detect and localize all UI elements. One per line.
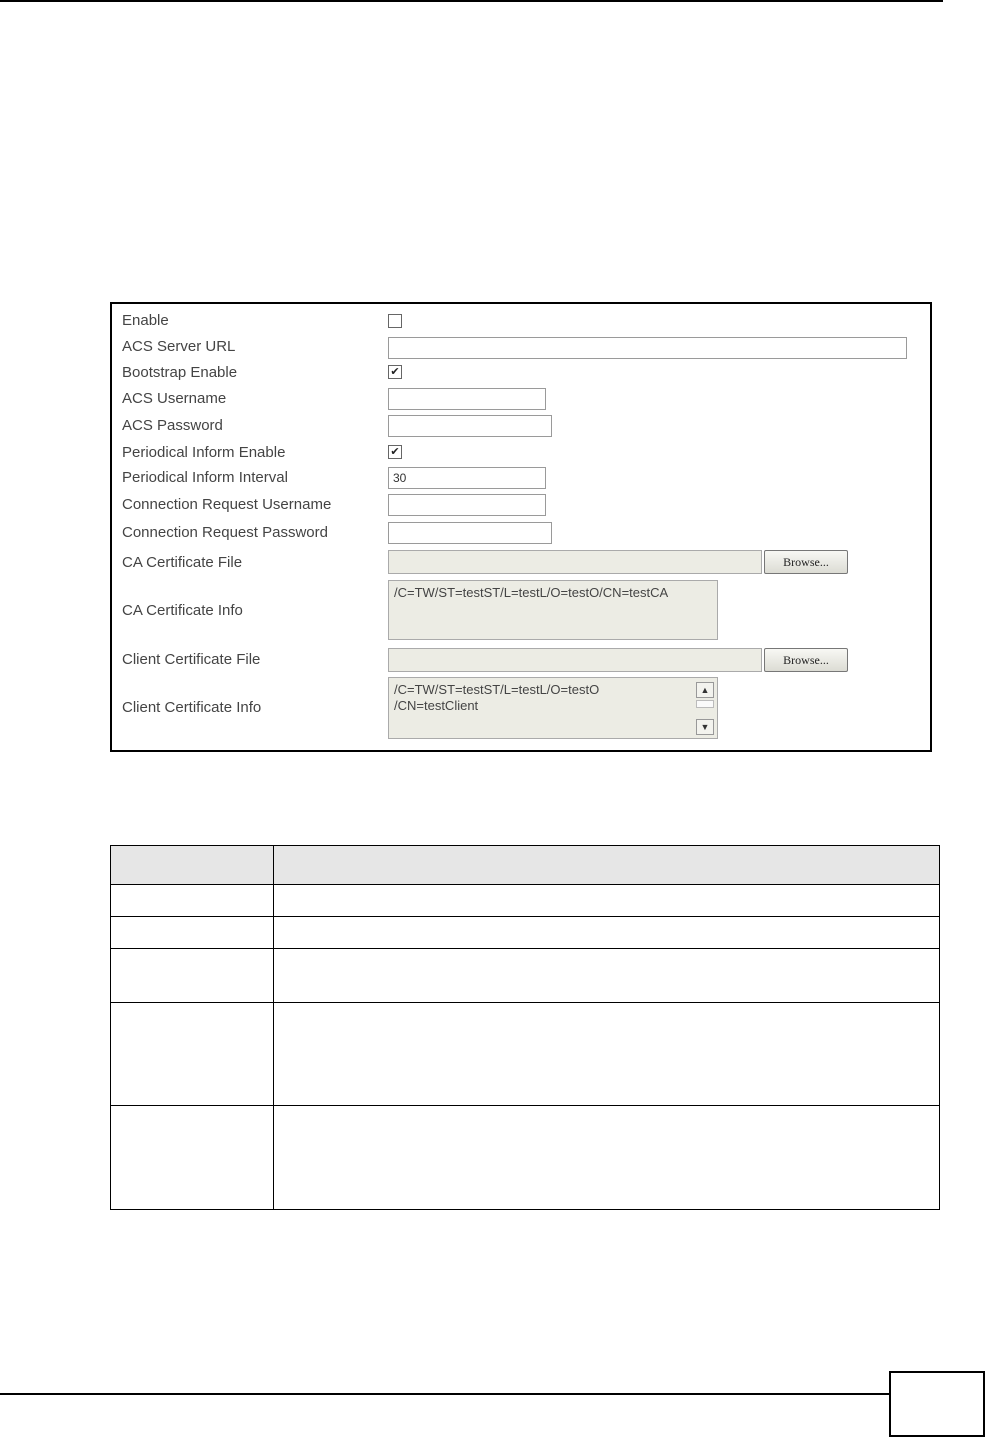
periodical-inform-enable-label: Periodical Inform Enable xyxy=(122,444,286,461)
acs-password-label: ACS Password xyxy=(122,417,223,434)
table-header-cell xyxy=(111,846,274,885)
enable-checkbox[interactable] xyxy=(388,314,402,328)
table-cell xyxy=(111,949,274,1003)
ca-certificate-info-label: CA Certificate Info xyxy=(122,602,243,619)
acs-username-label: ACS Username xyxy=(122,390,227,407)
periodical-inform-interval-input[interactable] xyxy=(388,467,546,489)
table-row xyxy=(111,885,940,917)
table-row xyxy=(111,949,940,1003)
table-cell xyxy=(274,949,940,1003)
connection-request-username-label: Connection Request Username xyxy=(122,496,332,513)
client-certificate-file-label: Client Certificate File xyxy=(122,651,261,668)
ca-certificate-file-input[interactable] xyxy=(388,550,762,574)
footer-rule xyxy=(0,1393,890,1395)
acs-server-url-input[interactable] xyxy=(388,337,907,359)
table-cell xyxy=(111,1106,274,1210)
table-header-cell xyxy=(274,846,940,885)
page-number-box xyxy=(889,1371,985,1437)
client-certificate-file-input[interactable] xyxy=(388,648,762,672)
table-cell xyxy=(274,1003,940,1106)
table-cell xyxy=(274,885,940,917)
bootstrap-enable-label: Bootstrap Enable xyxy=(122,364,238,381)
client-certificate-browse-button[interactable]: Browse... xyxy=(764,648,848,672)
scroll-down-arrow-icon[interactable]: ▼ xyxy=(696,719,714,735)
table-row xyxy=(111,1003,940,1106)
header-rule xyxy=(0,0,943,2)
table-cell xyxy=(274,1106,940,1210)
field-description-table xyxy=(110,845,940,1210)
connection-request-username-input[interactable] xyxy=(388,494,546,516)
tr069-settings-screenshot xyxy=(110,302,932,752)
table-cell xyxy=(111,917,274,949)
acs-server-url-label: ACS Server URL xyxy=(122,338,236,355)
table-row xyxy=(111,917,940,949)
ca-certificate-file-label: CA Certificate File xyxy=(122,554,243,571)
enable-label: Enable xyxy=(122,312,169,329)
periodical-inform-enable-checkbox[interactable]: ✔ xyxy=(388,445,402,459)
table-header-row xyxy=(111,846,940,885)
bootstrap-enable-checkbox[interactable]: ✔ xyxy=(388,365,402,379)
acs-username-input[interactable] xyxy=(388,388,546,410)
connection-request-password-label: Connection Request Password xyxy=(122,524,328,541)
ca-certificate-browse-button[interactable]: Browse... xyxy=(764,550,848,574)
acs-password-input[interactable] xyxy=(388,415,552,437)
ca-certificate-info-textarea[interactable]: /C=TW/ST=testST/L=testL/O=testO/CN=testCA xyxy=(388,580,718,640)
scrollbar-thumb[interactable] xyxy=(696,700,714,708)
connection-request-password-input[interactable] xyxy=(388,522,552,544)
table-cell xyxy=(111,1003,274,1106)
periodical-inform-interval-label: Periodical Inform Interval xyxy=(122,469,288,486)
client-certificate-info-textarea[interactable]: /C=TW/ST=testST/L=testL/O=testO /CN=testClient xyxy=(388,677,718,739)
scroll-up-arrow-icon[interactable]: ▲ xyxy=(696,682,714,698)
table-cell xyxy=(111,885,274,917)
client-certificate-info-label: Client Certificate Info xyxy=(122,699,262,716)
table-row xyxy=(111,1106,940,1210)
table-cell xyxy=(274,917,940,949)
